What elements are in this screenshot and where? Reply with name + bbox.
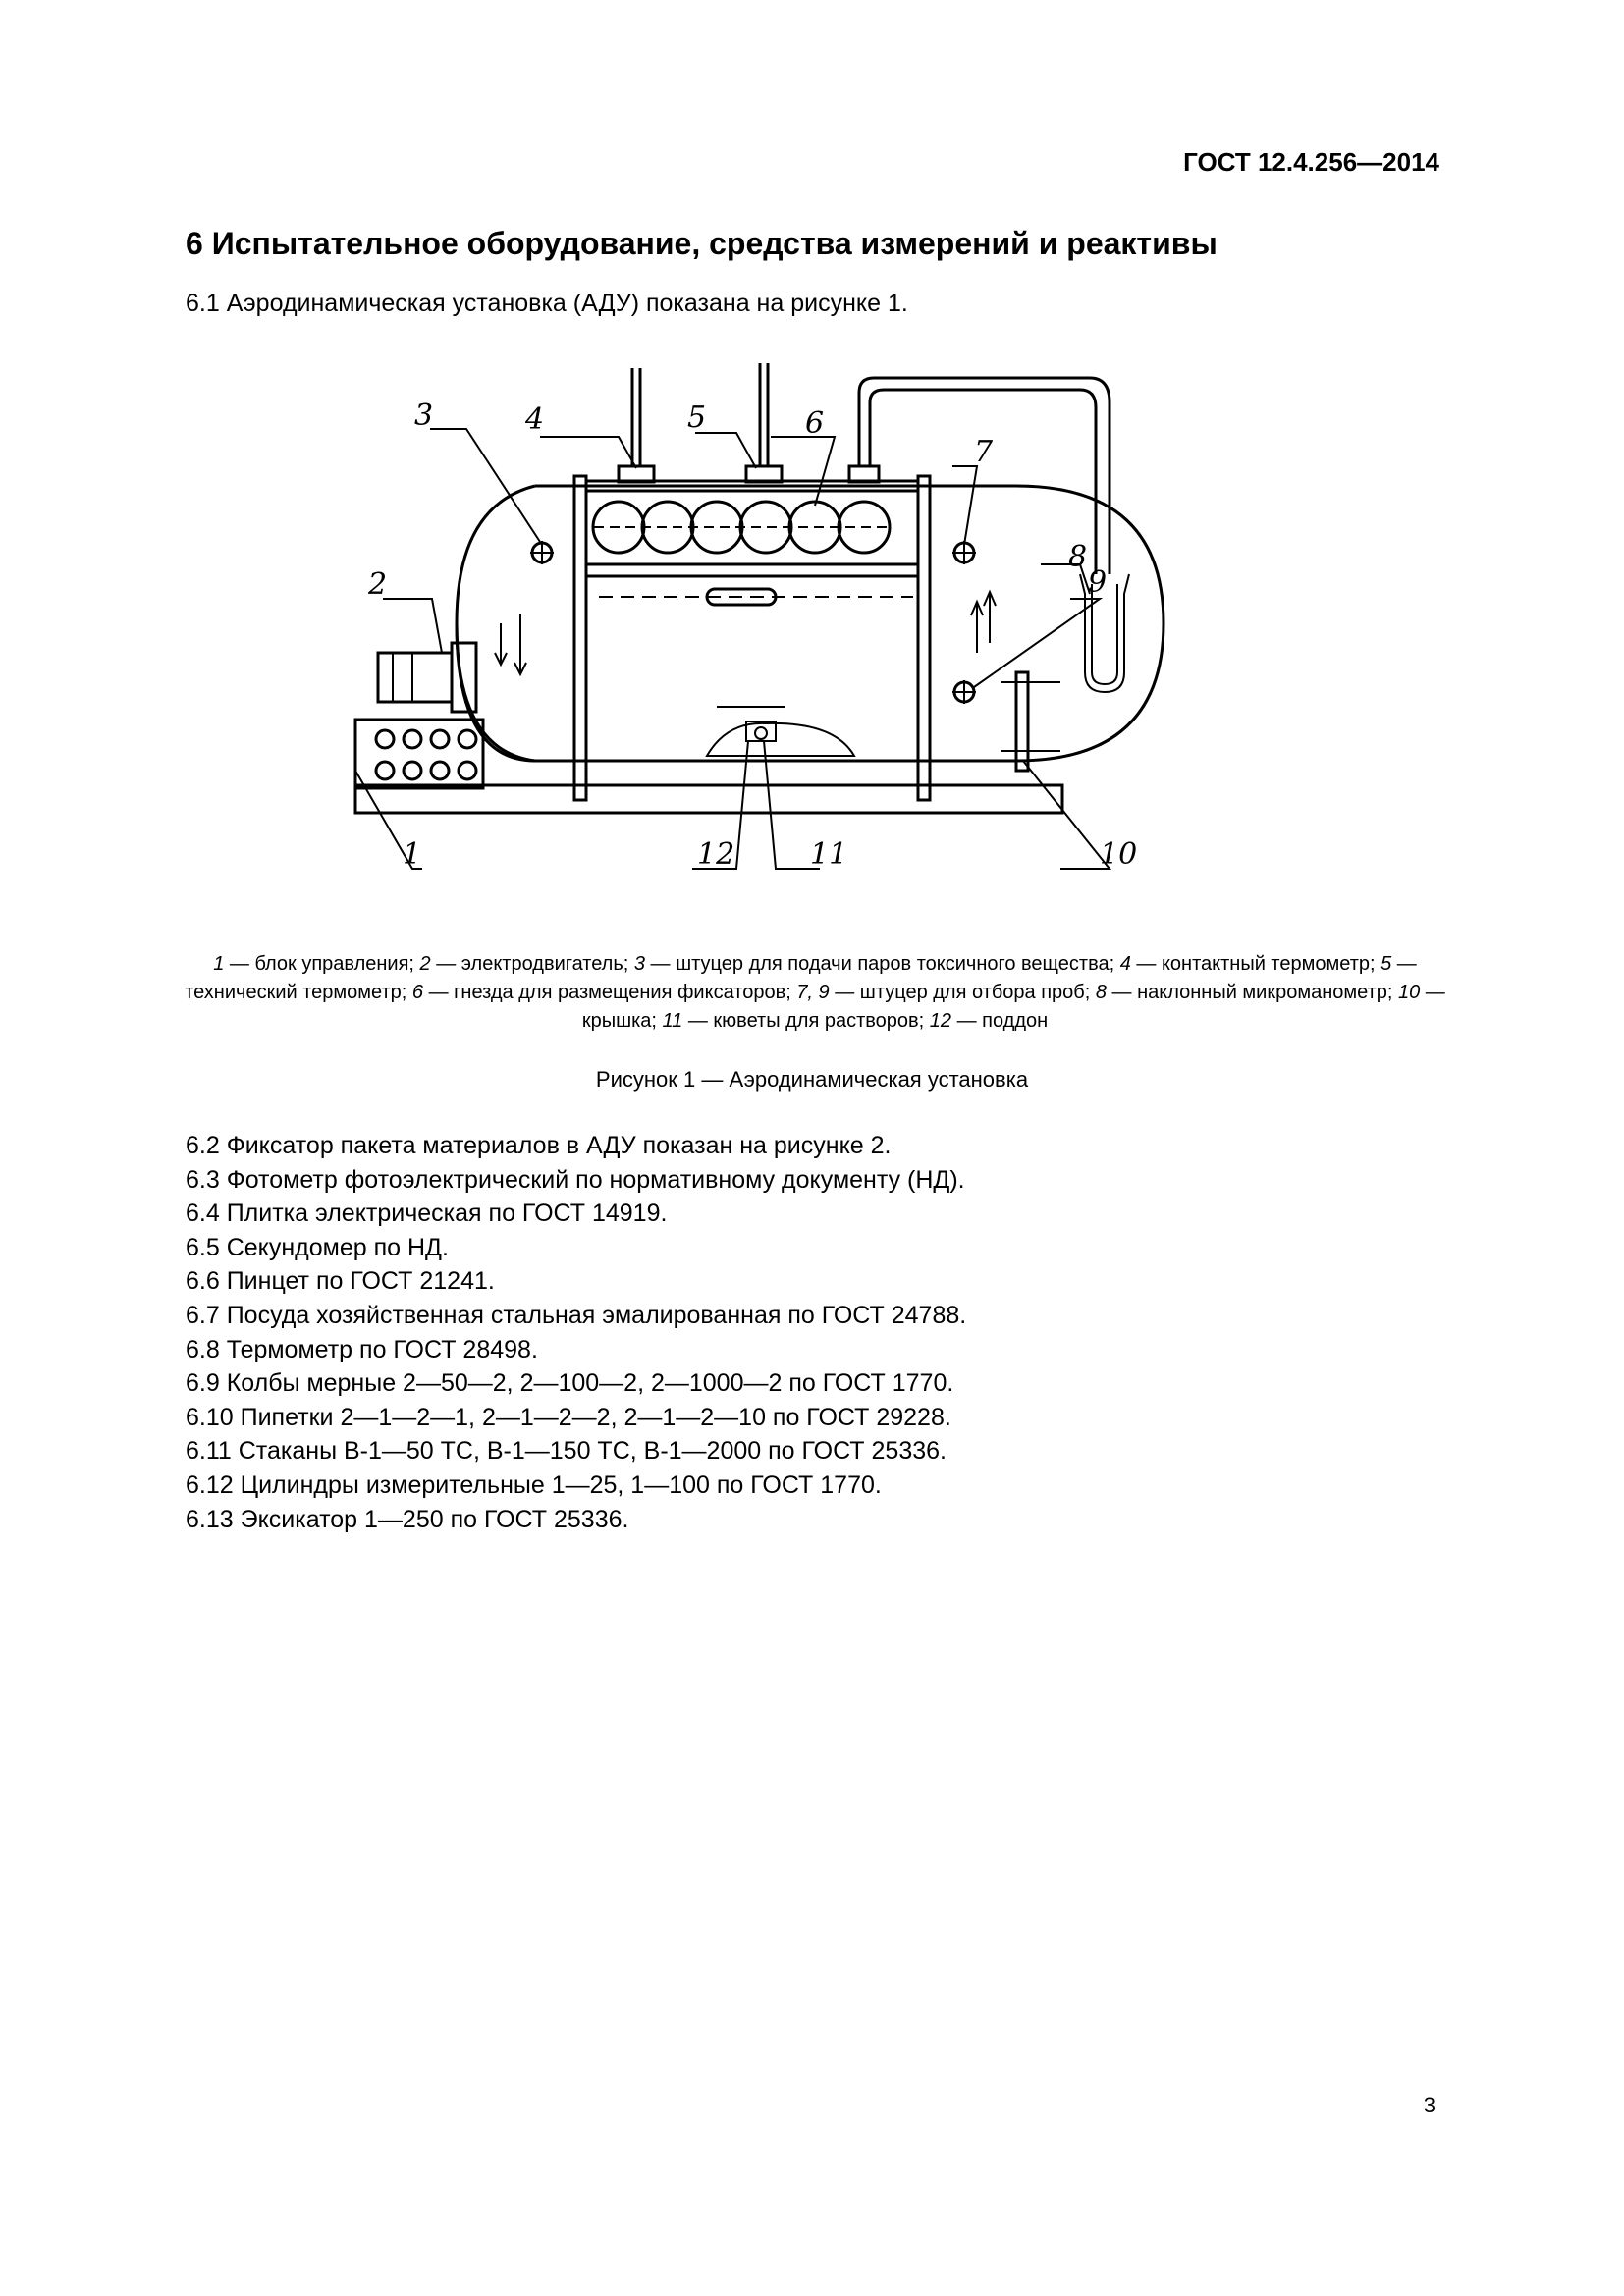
list-item: 6.3 Фотометр фотоэлектрический по нормативному документу (НД).	[186, 1165, 965, 1194]
list-item: 6.8 Термометр по ГОСТ 28498.	[186, 1335, 538, 1363]
figure-caption: Рисунок 1 — Аэродинамическая установка	[595, 1067, 1029, 1092]
list-item: 6.12 Цилиндры измерительные 1—25, 1—100 по ГОСТ 1770.	[186, 1470, 882, 1499]
list-item: 6.6 Пинцет по ГОСТ 21241.	[186, 1267, 495, 1296]
legend-item: 12 — поддон	[929, 1010, 1049, 1032]
list-item: 6.10 Пипетки 2—1—2—1, 2—1—2—2, 2—1—2—10 по ГОСТ 29228.	[186, 1403, 951, 1431]
tank-body	[457, 486, 1164, 761]
legend-item: 11 — кюветы для растворов;	[662, 1010, 930, 1032]
list-item: 6.2 Фиксатор пакета материалов в АДУ показан на рисунке 2.	[186, 1132, 892, 1159]
list-item: 6.13 Эксикатор 1—250 по ГОСТ 25336.	[186, 1505, 629, 1533]
label-8: 8	[1068, 540, 1088, 574]
label-9: 9	[1088, 565, 1108, 600]
list-item: 6.5 Секундомер по НД.	[186, 1233, 449, 1261]
legend-item: 8 — наклонный микроманометр;	[1095, 982, 1398, 1003]
page-number: 3	[1423, 2093, 1435, 2117]
list-item: 6.9 Колбы мерные 2—50—2, 2—100—2, 2—1000—2 по ГОСТ 1770.	[186, 1369, 954, 1398]
legend-item: 7, 9 — штуцер для отбора проб;	[796, 982, 1096, 1003]
legend-item: 2 — электродвигатель;	[419, 953, 634, 975]
list-item: 6.4 Плитка электрическая по ГОСТ 14919.	[186, 1200, 668, 1228]
label-11: 11	[810, 837, 848, 872]
label-6: 6	[805, 406, 825, 441]
label-7: 7	[974, 435, 994, 469]
right-post	[918, 476, 930, 800]
figure-1-aerodynamic-unit	[324, 358, 1247, 908]
label-12: 12	[697, 837, 735, 872]
label-3: 3	[414, 399, 434, 433]
legend-item: 4 — контактный термометр;	[1119, 953, 1381, 975]
label-2: 2	[368, 567, 388, 602]
label-1: 1	[403, 837, 422, 872]
legend-item: 5 — технический термометр;	[185, 953, 1417, 1003]
equipment-list	[186, 1129, 966, 1536]
legend-item: 6 — гнезда для размещения фиксаторов;	[411, 982, 797, 1003]
document-code: ГОСТ 12.4.256—2014	[1183, 147, 1439, 177]
label-5: 5	[687, 400, 707, 435]
figure-legend	[182, 950, 1448, 1036]
legend-item: 10 — крышка;	[581, 982, 1445, 1032]
label-10: 10	[1100, 837, 1138, 872]
aerodynamic-unit-drawing	[324, 358, 1247, 908]
list-item: 6.11 Стаканы В-1—50 ТС, В-1—150 ТС, В-1—2000 по ГОСТ 25336.	[186, 1437, 947, 1466]
left-post	[574, 476, 586, 800]
list-item: 6.7 Посуда хозяйственная стальная эмалированная по ГОСТ 24788.	[186, 1301, 967, 1329]
section-title: 6 Испытательное оборудование, средства измерений и реактивы	[186, 226, 1218, 261]
label-4: 4	[525, 402, 545, 437]
paragraph-6-1: 6.1 Аэродинамическая установка (АДУ) показана на рисунке 1.	[186, 290, 908, 317]
legend-item: 3 — штуцер для подачи паров токсичного вещества;	[633, 953, 1120, 975]
legend-item: 1 — блок управления;	[213, 953, 420, 975]
